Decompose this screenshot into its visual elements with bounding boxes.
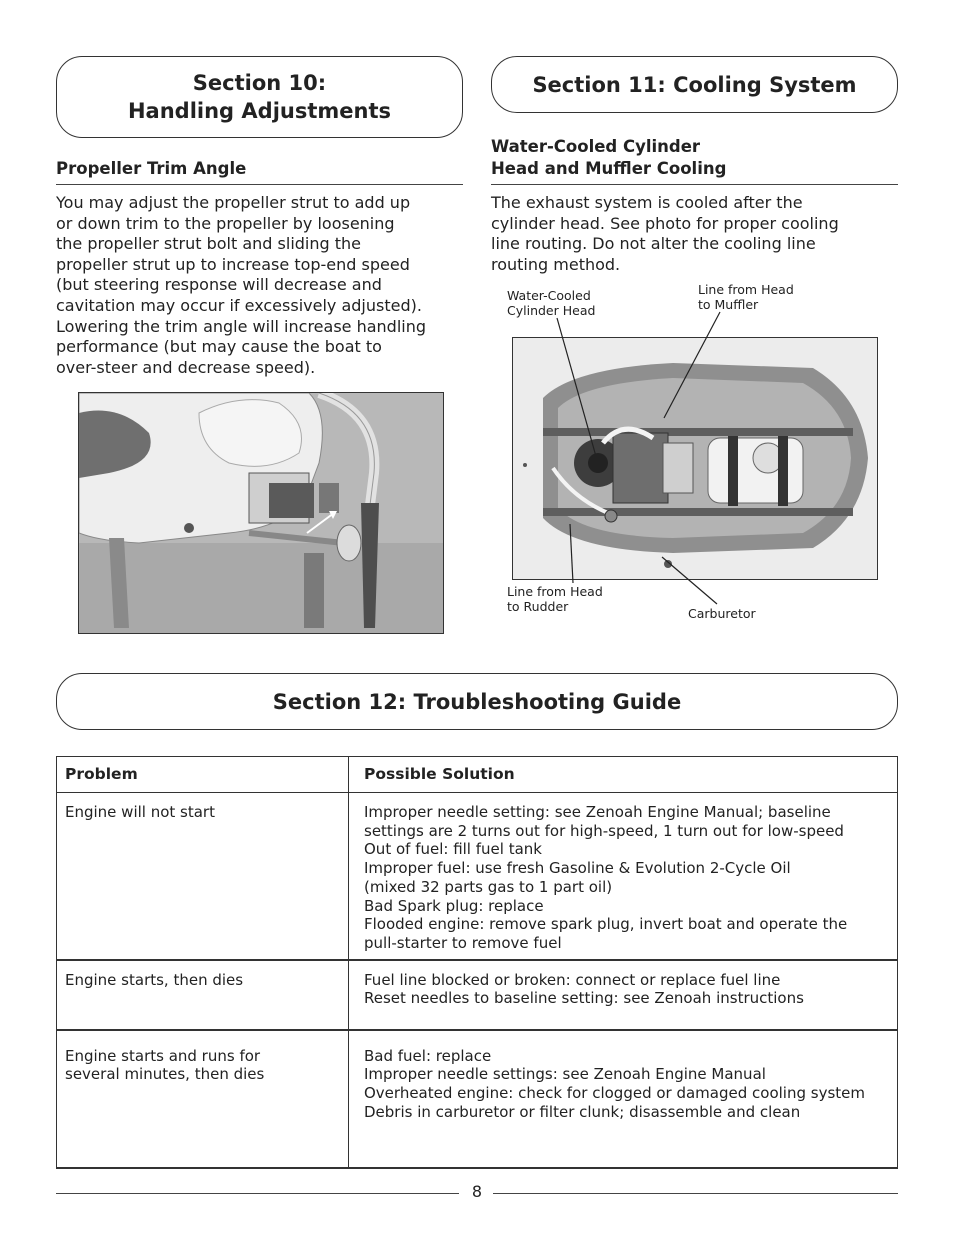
- callout-carburetor: Carburetor: [688, 606, 756, 621]
- troubleshooting-table: [56, 756, 898, 1169]
- solution-cell: [349, 793, 898, 960]
- cooling-heading-line2: Head and Muffler Cooling: [491, 159, 727, 178]
- callout-line-to-rudder: [507, 584, 603, 614]
- callout-text: Water-Cooled: [507, 288, 591, 303]
- engine-bay-photo: [512, 337, 878, 580]
- trim-line: over-steer and decrease speed).: [56, 357, 316, 377]
- section-12-title: Section 12: Troubleshooting Guide: [272, 689, 682, 714]
- cooling-heading: [491, 136, 898, 185]
- header-solution: Possible Solution: [364, 765, 515, 783]
- problem-cell: [57, 1030, 349, 1168]
- propeller-trim-text: [56, 193, 466, 378]
- trim-line: (but steering response will decrease and: [56, 275, 382, 295]
- cooling-line: line routing. Do not alter the cooling line: [491, 234, 816, 254]
- cooling-line: cylinder head. See photo for proper cooling: [491, 213, 839, 233]
- problem-text: Engine starts and runs for: [65, 1046, 261, 1065]
- solution-text: Reset needles to baseline setting: see Zenoah instructions: [364, 989, 804, 1008]
- cooling-text: [491, 193, 901, 275]
- solution-text: Bad fuel: replace: [364, 1046, 492, 1065]
- section-10-title-line1: Section 10:: [192, 71, 327, 95]
- propeller-strut-photo: [78, 392, 444, 634]
- table-header-row: [57, 757, 898, 793]
- solution-text: pull-starter to remove fuel: [364, 933, 562, 952]
- solution-text: Improper needle setting: see Zenoah Engine Manual; baseline: [364, 803, 831, 821]
- solution-text: Flooded engine: remove spark plug, invert boat and operate the: [364, 915, 848, 934]
- solution-text: Out of fuel: fill fuel tank: [364, 840, 542, 859]
- problem-text: several minutes, then dies: [65, 1065, 265, 1084]
- callout-line-to-muffler: [698, 282, 794, 312]
- callout-text: to Muffler: [698, 297, 759, 312]
- trim-line: or down trim to the propeller by loosening: [56, 213, 395, 233]
- cooling-line: The exhaust system is cooled after the: [491, 193, 803, 212]
- propeller-strut-illustration: [79, 393, 443, 633]
- section-10-title: [128, 69, 391, 125]
- solution-text: settings are 2 turns out for high-speed, 1 turn out for low-speed: [364, 821, 844, 840]
- page-number: 8: [471, 1182, 483, 1201]
- engine-bay-illustration: [513, 338, 877, 579]
- problem-cell: [57, 960, 349, 1030]
- trim-line: Lowering the trim angle will increase handling: [56, 316, 427, 336]
- solution-text: Bad Spark plug: replace: [364, 896, 544, 915]
- propeller-trim-heading: Propeller Trim Angle: [56, 158, 463, 185]
- trim-line: performance (but may cause the boat to: [56, 337, 382, 357]
- table-row: [57, 793, 898, 960]
- problem-cell: [57, 793, 349, 960]
- solution-text: Fuel line blocked or broken: connect or replace fuel line: [364, 970, 781, 989]
- solution-cell: [349, 960, 898, 1030]
- callout-text: Line from Head: [507, 584, 603, 599]
- callout-cylinder-head: [507, 288, 595, 318]
- footer-rule-right: [493, 1193, 898, 1194]
- footer-rule-left: [56, 1193, 459, 1194]
- section-11-title: Section 11: Cooling System: [532, 72, 857, 97]
- section-11-header: [491, 56, 898, 113]
- problem-text: Engine starts, then dies: [65, 970, 244, 989]
- section-12-header: [56, 673, 898, 730]
- callout-text: Cylinder Head: [507, 303, 596, 318]
- solution-text: Improper needle settings: see Zenoah Engine Manual: [364, 1065, 766, 1084]
- table-row: [57, 1030, 898, 1168]
- problem-text: Engine will not start: [65, 803, 215, 821]
- solution-text: (mixed 32 parts gas to 1 part oil): [364, 877, 613, 896]
- solution-cell: [349, 1030, 898, 1168]
- solution-text: Debris in carburetor or filter clunk; disassemble and clean: [364, 1102, 801, 1121]
- trim-line: the propeller strut bolt and sliding the: [56, 234, 362, 254]
- trim-line: propeller strut up to increase top-end speed: [56, 254, 410, 274]
- trim-line: cavitation may occur if excessively adjusted).: [56, 295, 422, 315]
- cooling-line: routing method.: [491, 254, 621, 274]
- callout-text: to Rudder: [507, 599, 569, 614]
- solution-text: Overheated engine: check for clogged or damaged cooling system: [364, 1083, 865, 1102]
- section-10-title-line2: Handling Adjustments: [127, 99, 391, 123]
- callout-text: Line from Head: [698, 282, 794, 297]
- section-10-header: [56, 56, 463, 138]
- solution-text: Improper fuel: use fresh Gasoline & Evolution 2-Cycle Oil: [364, 859, 791, 878]
- table-row: [57, 960, 898, 1030]
- header-problem: Problem: [57, 757, 349, 793]
- trim-line: You may adjust the propeller strut to add up: [56, 193, 411, 212]
- cooling-heading-line1: Water-Cooled Cylinder: [491, 137, 701, 156]
